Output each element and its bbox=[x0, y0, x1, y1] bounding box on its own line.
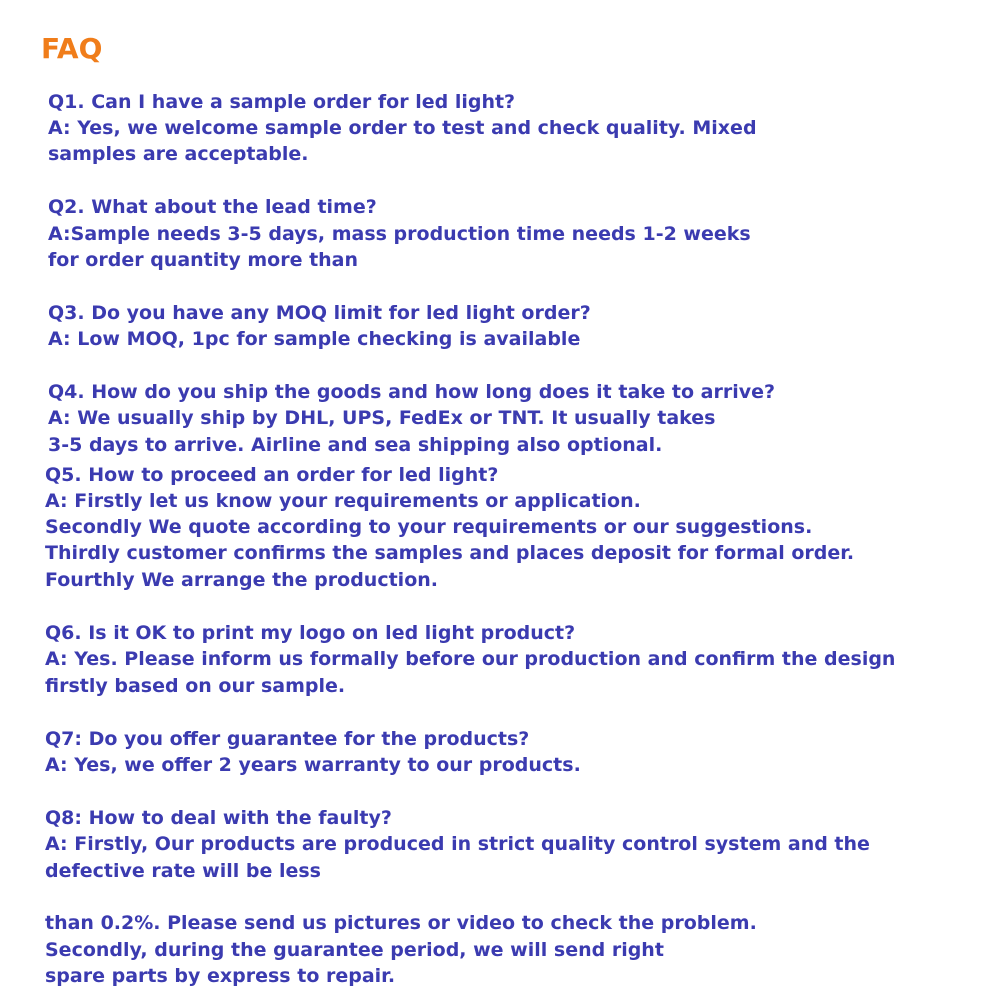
faq-answer-line: Secondly, during the guarantee period, we will send right bbox=[45, 939, 664, 961]
faq-answer-line: than 0.2%. Please send us pictures or video to check the problem. bbox=[45, 912, 757, 934]
faq-answer-line: A: Firstly let us know your requirements or application. bbox=[45, 490, 641, 512]
faq-title: FAQ bbox=[41, 32, 103, 65]
faq-answer-line: A: Yes, we welcome sample order to test and check quality. Mixed bbox=[48, 117, 757, 139]
faq-question: Q8: How to deal with the faulty? bbox=[45, 807, 392, 829]
faq-answer-line: A: We usually ship by DHL, UPS, FedEx or TNT. It usually takes bbox=[48, 407, 716, 429]
faq-answer-line: 3-5 days to arrive. Airline and sea shipping also optional. bbox=[48, 434, 663, 456]
faq-answer-line: A: Yes. Please inform us formally before our production and confirm the design bbox=[45, 648, 896, 670]
faq-question: Q3. Do you have any MOQ limit for led light order? bbox=[48, 302, 591, 324]
faq-question: Q6. Is it OK to print my logo on led light product? bbox=[45, 622, 576, 644]
faq-question: Q7: Do you offer guarantee for the products? bbox=[45, 728, 530, 750]
faq-question: Q4. How do you ship the goods and how long does it take to arrive? bbox=[48, 381, 776, 403]
faq-answer-line: A: Firstly, Our products are produced in strict quality control system and the bbox=[45, 833, 870, 855]
faq-answer-line: firstly based on our sample. bbox=[45, 675, 346, 697]
faq-answer-line: A: Yes, we offer 2 years warranty to our products. bbox=[45, 754, 581, 776]
faq-answer-line: Fourthly We arrange the production. bbox=[45, 569, 438, 591]
faq-answer-line: A: Low MOQ, 1pc for sample checking is available bbox=[48, 328, 581, 350]
faq-question: Q2. What about the lead time? bbox=[48, 196, 377, 218]
faq-answer-line: Secondly We quote according to your requirements or our suggestions. bbox=[45, 516, 813, 538]
faq-question: Q5. How to proceed an order for led light? bbox=[45, 464, 499, 486]
faq-answer-line: spare parts by express to repair. bbox=[45, 965, 396, 987]
faq-answer-line: defective rate will be less bbox=[45, 860, 321, 882]
faq-answer-line: A:Sample needs 3-5 days, mass production time needs 1-2 weeks bbox=[48, 223, 751, 245]
faq-question: Q1. Can I have a sample order for led light? bbox=[48, 91, 516, 113]
faq-answer-line: for order quantity more than bbox=[48, 249, 359, 271]
faq-answer-line: samples are acceptable. bbox=[48, 143, 309, 165]
faq-answer-line: Thirdly customer confirms the samples and places deposit for formal order. bbox=[45, 542, 855, 564]
